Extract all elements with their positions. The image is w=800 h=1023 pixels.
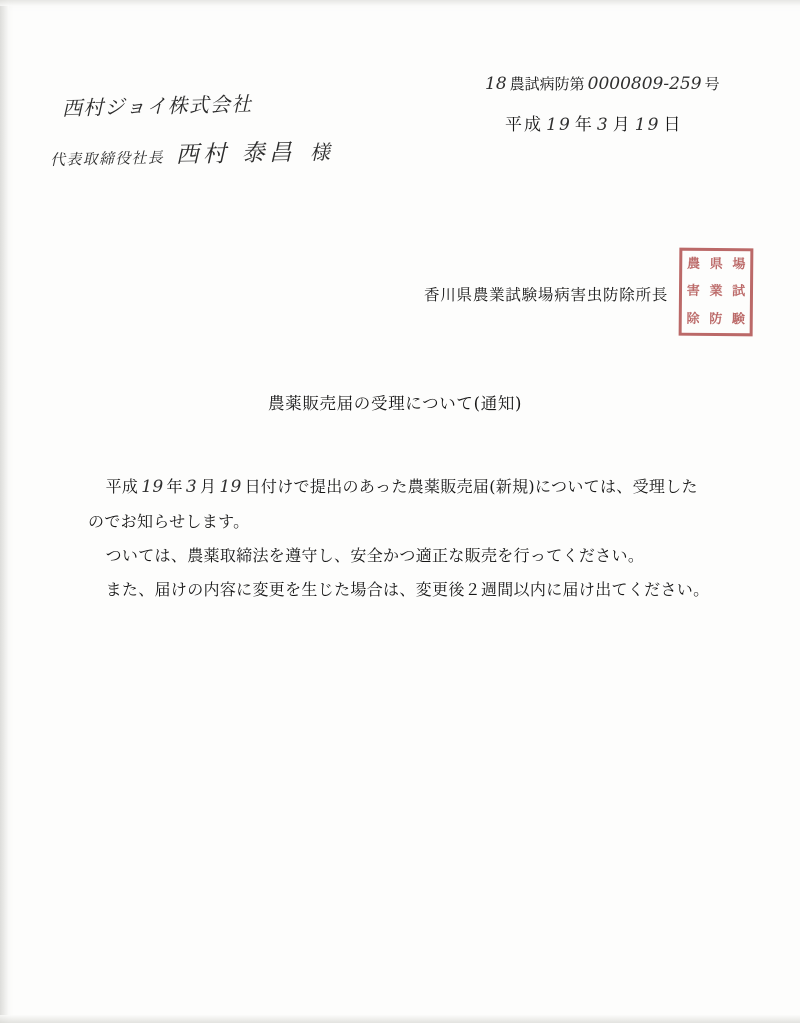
scan-edge-bottom [0, 1015, 800, 1023]
body-date-month-label: 月 [199, 477, 217, 496]
date-year-value: 19 [546, 115, 572, 135]
date-day-value: 19 [634, 115, 661, 135]
body-date-era: 平成 [105, 477, 139, 496]
date-month-value: 3 [596, 115, 610, 135]
seal-char: 県 [709, 257, 723, 273]
issuer-name: 香川県農業試験場病害虫防除所長 [424, 286, 669, 304]
body-paragraph-1 [88, 470, 718, 504]
addressee-role: 代表取締役社長 [49, 148, 165, 169]
date-era: 平成 [505, 115, 544, 135]
seal-char: 除 [686, 311, 700, 327]
document-number-label: 農試病防第 [509, 75, 585, 93]
body-paragraph-1-rest: 日付けで提出のあった農薬販売届(新規)については、受理した [244, 477, 698, 496]
seal-char: 害 [686, 284, 700, 300]
seal-char: 試 [732, 284, 746, 300]
addressee-person [50, 133, 332, 172]
body-date-year-label: 年 [166, 477, 183, 496]
scan-edge-top [0, 0, 800, 6]
document-number-value: 0000809-259 [587, 74, 702, 94]
addressee-honorific: 様 [309, 140, 332, 165]
body-date-day-value: 19 [219, 477, 242, 497]
date-year-label: 年 [574, 115, 594, 135]
addressee-company: 西村ジョイ株式会社 [61, 91, 253, 121]
seal-char: 防 [709, 311, 723, 327]
document-number [482, 73, 720, 94]
document-number-prefix: 18 [485, 74, 507, 94]
body-paragraph-3: また、届けの内容に変更を生じた場合は、変更後２週間以内に届け出てください。 [105, 580, 710, 599]
seal-char: 験 [731, 311, 745, 328]
document-number-suffix: 号 [704, 75, 720, 93]
body-paragraph-2: ついては、農薬取締法を遵守し、安全かつ適正な販売を行ってください。 [105, 546, 645, 565]
scan-edge-left [0, 0, 9, 1023]
body-paragraph-1-cont: のでお知らせします。 [88, 512, 250, 531]
seal-char: 農 [686, 256, 701, 273]
document-date [505, 110, 683, 135]
body-date-month-value: 3 [185, 477, 197, 497]
document-title: 農薬販売届の受理について(通知) [268, 394, 523, 413]
official-seal-stamp [679, 248, 754, 337]
date-day-label: 日 [663, 115, 683, 135]
seal-char: 場 [732, 257, 746, 273]
document-body [88, 470, 718, 608]
body-date-year-value: 19 [141, 477, 164, 497]
addressee-name: 西村 泰昌 [175, 139, 297, 169]
seal-char: 業 [709, 284, 723, 300]
date-month-label: 月 [612, 115, 632, 135]
